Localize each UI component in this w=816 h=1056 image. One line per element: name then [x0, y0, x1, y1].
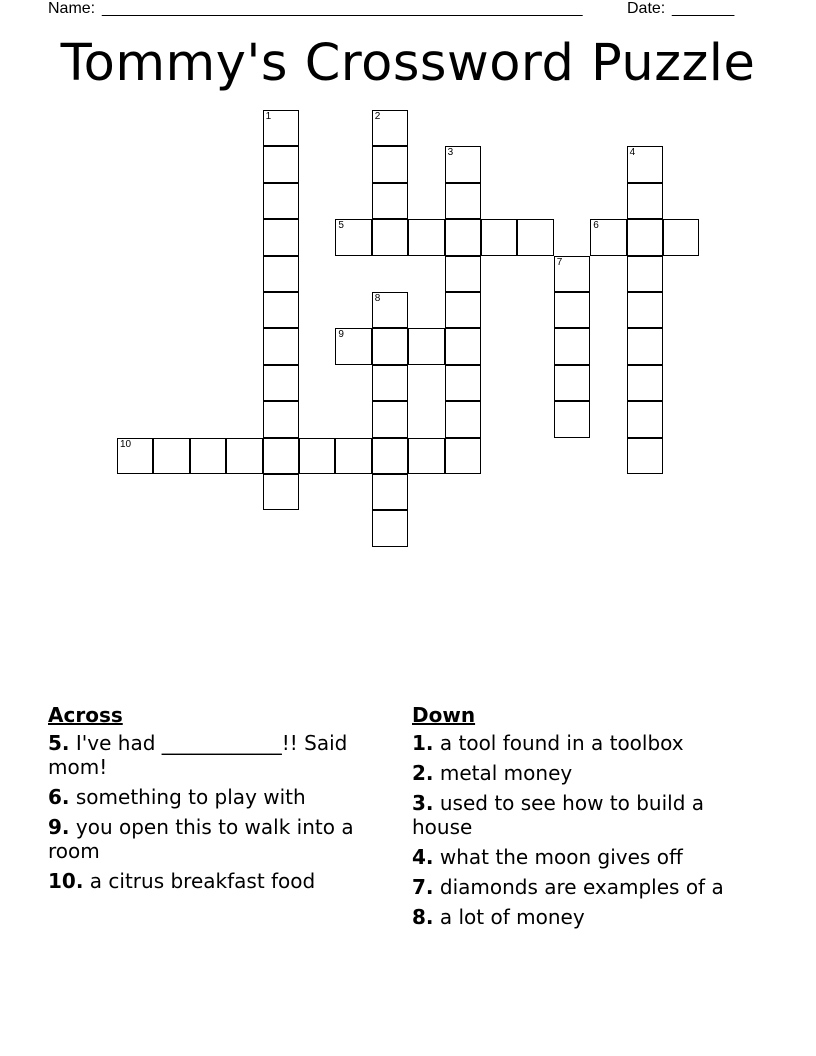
grid-cell[interactable] — [263, 256, 299, 292]
grid-cell[interactable] — [226, 438, 262, 474]
grid-cell[interactable] — [517, 219, 553, 255]
clue-item — [412, 761, 742, 785]
grid-cell[interactable] — [445, 146, 481, 182]
down-heading: Down — [412, 703, 476, 727]
down-clues — [412, 703, 742, 935]
clue-text: used to see how to build a house — [412, 791, 705, 839]
cell-number: 6 — [593, 220, 599, 232]
grid-cell[interactable] — [445, 256, 481, 292]
cell-number: 4 — [629, 147, 636, 159]
grid-cell[interactable] — [445, 438, 481, 474]
cell-number: 9 — [338, 329, 344, 341]
date-label: Date: — [627, 0, 670, 17]
clue-item — [412, 905, 742, 929]
grid-cell[interactable] — [554, 365, 590, 401]
grid-cell[interactable] — [263, 110, 299, 146]
grid-cell[interactable] — [554, 401, 590, 437]
cell-number: 3 — [447, 147, 454, 159]
grid-cell[interactable] — [190, 438, 226, 474]
grid-cell[interactable] — [372, 328, 408, 364]
clue-item — [48, 869, 378, 893]
grid-cell[interactable] — [627, 365, 663, 401]
grid-cell[interactable] — [117, 438, 153, 474]
grid-cell[interactable] — [445, 365, 481, 401]
clue-item — [412, 845, 742, 869]
clue-text: you open this to walk into a room — [48, 815, 354, 863]
clue-number: 4. — [412, 845, 434, 869]
clue-number: 5. — [48, 731, 70, 755]
clue-text: metal money — [439, 761, 573, 785]
clue-text: I've had ____________!! Said mom! — [48, 731, 348, 779]
grid-cell[interactable] — [263, 401, 299, 437]
grid-cell[interactable] — [372, 219, 408, 255]
clue-number: 2. — [412, 761, 434, 785]
grid-cell[interactable] — [372, 365, 408, 401]
cell-number: 8 — [374, 293, 381, 304]
grid-cell[interactable] — [481, 219, 517, 255]
grid-cell[interactable] — [372, 146, 408, 182]
grid-cell[interactable] — [372, 183, 408, 219]
grid-cell[interactable] — [263, 328, 299, 364]
clue-number: 3. — [412, 791, 434, 815]
clue-item — [48, 731, 378, 779]
grid-cell[interactable] — [372, 292, 408, 328]
clue-item — [412, 731, 742, 755]
grid-cell[interactable] — [263, 146, 299, 182]
grid-cell[interactable] — [627, 328, 663, 364]
clue-item — [412, 875, 742, 899]
grid-cell[interactable] — [263, 438, 299, 474]
across-heading: Across — [48, 703, 123, 727]
cell-number: 7 — [556, 256, 563, 268]
clue-text: a lot of money — [439, 905, 585, 929]
grid-cell[interactable] — [263, 365, 299, 401]
grid-cell[interactable] — [445, 183, 481, 219]
clue-text: a citrus breakfast food — [89, 869, 316, 893]
grid-cell[interactable] — [263, 183, 299, 219]
grid-cell[interactable] — [627, 256, 663, 292]
grid-cell[interactable] — [408, 438, 444, 474]
grid-cell[interactable] — [554, 328, 590, 364]
clue-number: 6. — [48, 785, 70, 809]
grid-cell[interactable] — [372, 510, 408, 546]
grid-cell[interactable] — [335, 219, 371, 255]
date-blank[interactable]: _______ — [672, 0, 735, 17]
clue-item — [48, 815, 378, 863]
clue-text: diamonds are examples of a — [439, 875, 724, 899]
grid-cell[interactable] — [554, 292, 590, 328]
grid-cell[interactable] — [372, 438, 408, 474]
clue-number: 10. — [48, 869, 84, 893]
clue-text: a tool found in a toolbox — [439, 731, 684, 755]
grid-cell[interactable] — [263, 474, 299, 510]
grid-cell[interactable] — [663, 219, 699, 255]
grid-cell[interactable] — [445, 401, 481, 437]
grid-cell[interactable] — [627, 146, 663, 182]
grid-cell[interactable] — [445, 292, 481, 328]
name-label: Name: — [48, 0, 100, 17]
grid-cell[interactable] — [153, 438, 189, 474]
across-clues — [48, 703, 378, 899]
grid-cell[interactable] — [263, 219, 299, 255]
grid-cell[interactable] — [299, 438, 335, 474]
clue-item — [412, 791, 742, 839]
clue-item — [48, 785, 378, 809]
grid-cell[interactable] — [627, 401, 663, 437]
grid-cell[interactable] — [372, 401, 408, 437]
grid-cell[interactable] — [445, 328, 481, 364]
name-blank[interactable]: ______________________________________________________ — [102, 0, 583, 17]
cell-number: 2 — [374, 111, 381, 122]
cell-number: 5 — [338, 220, 344, 232]
cell-number: 1 — [265, 111, 272, 122]
grid-cell[interactable] — [408, 328, 444, 364]
grid-cell[interactable] — [627, 438, 663, 474]
clue-number: 8. — [412, 905, 434, 929]
grid-cell[interactable] — [408, 219, 444, 255]
page-title: Tommy's Crossword Puzzle — [60, 34, 756, 93]
grid-cell[interactable] — [627, 183, 663, 219]
grid-cell[interactable] — [590, 219, 626, 255]
cell-number: 10 — [120, 438, 132, 450]
clue-number: 1. — [412, 731, 434, 755]
grid-cell[interactable] — [627, 292, 663, 328]
grid-cell[interactable] — [263, 292, 299, 328]
clue-number: 9. — [48, 815, 70, 839]
clue-text: what the moon gives off — [439, 845, 683, 869]
grid-cell[interactable] — [372, 110, 408, 146]
clue-text: something to play with — [75, 785, 306, 809]
grid-cell[interactable] — [627, 219, 663, 255]
grid-cell[interactable] — [335, 438, 371, 474]
grid-cell[interactable] — [372, 474, 408, 510]
grid-cell[interactable] — [445, 219, 481, 255]
grid-cell[interactable] — [335, 328, 371, 364]
grid-cell[interactable] — [554, 256, 590, 292]
clue-number: 7. — [412, 875, 434, 899]
